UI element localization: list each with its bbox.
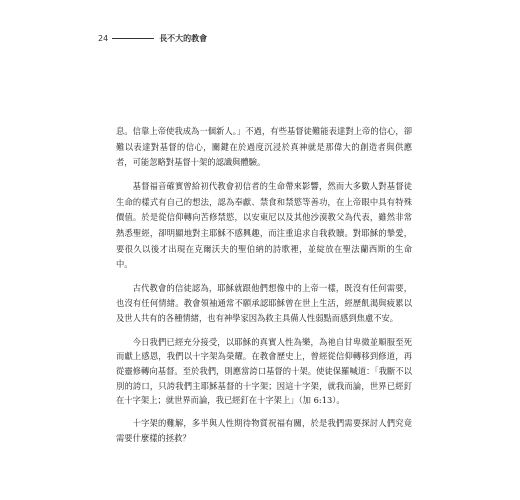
paragraph-3: 古代教會的信徒認為，耶穌就跟他們想像中的上帝一樣，既沒有任何需要，也沒有任何情緒。教會領袖通常不願承認耶穌曾在世上生活，經歷飢渴與疲累以及世人共有的各種情緒，也有神學家因為救主具備人性弱點而感到焦慮不安。	[116, 283, 412, 324]
page-body	[116, 124, 412, 454]
running-header	[98, 31, 428, 45]
page-number: 24	[98, 33, 109, 43]
paragraph-1: 息。信靠上帝使我成為一個新人。」不過，有些基督徒難能表達對上帝的信心，卻難以表達對基督的信心，關鍵在於過度沉浸於真神就是那偉大的創造者與供應者，可能忽略對基督十架的認識與體驗。	[116, 126, 412, 168]
paragraph-4: 今日我們已經充分接受，以耶穌的真實人性為樂，為祂自甘卑微並順服至死而獻上感恩，我們以十字架為榮耀。在教會歷史上，曾經從信仰轉移到修道，再從靈修轉向基督。至於我們，則應當誇口基督的十架。使徒保羅喊道：「我斷不以別的誇口，只誇我們主耶穌基督的十字架；因這十字架，就我而論，世界已經釘在十字架上；就世界而論，我已經釘在十字架上」（加 6:13）。	[116, 336, 412, 406]
paragraph-5: 十字架的難解，多半與人性期待物質祝福有關，於是我們需要探討人們究竟需要什麼樣的拯救？	[116, 418, 412, 443]
book-title: 長不大的教會	[159, 33, 208, 43]
header-rule	[112, 38, 154, 39]
paragraph-2: 基督福音確實曾給初代教會初信者的生命帶來影響，然而大多數人對基督徒生命的樣式有自己的想法，認為奉獻、禁食和禁慾等善功，在上帝眼中具有特殊價值。於是從信仰轉向苦修禁慾，以安東尼以及其他沙漠教父為代表，雖然非常熱悉聖經，卻明顯地對主耶穌不感興趣，而注重追求自我救贖。對耶穌的摯愛，要很久以後才出現在克爾沃夫的聖伯納的詩歌裡，並綻放在聖法蘭西斯的生命中。	[116, 181, 412, 270]
